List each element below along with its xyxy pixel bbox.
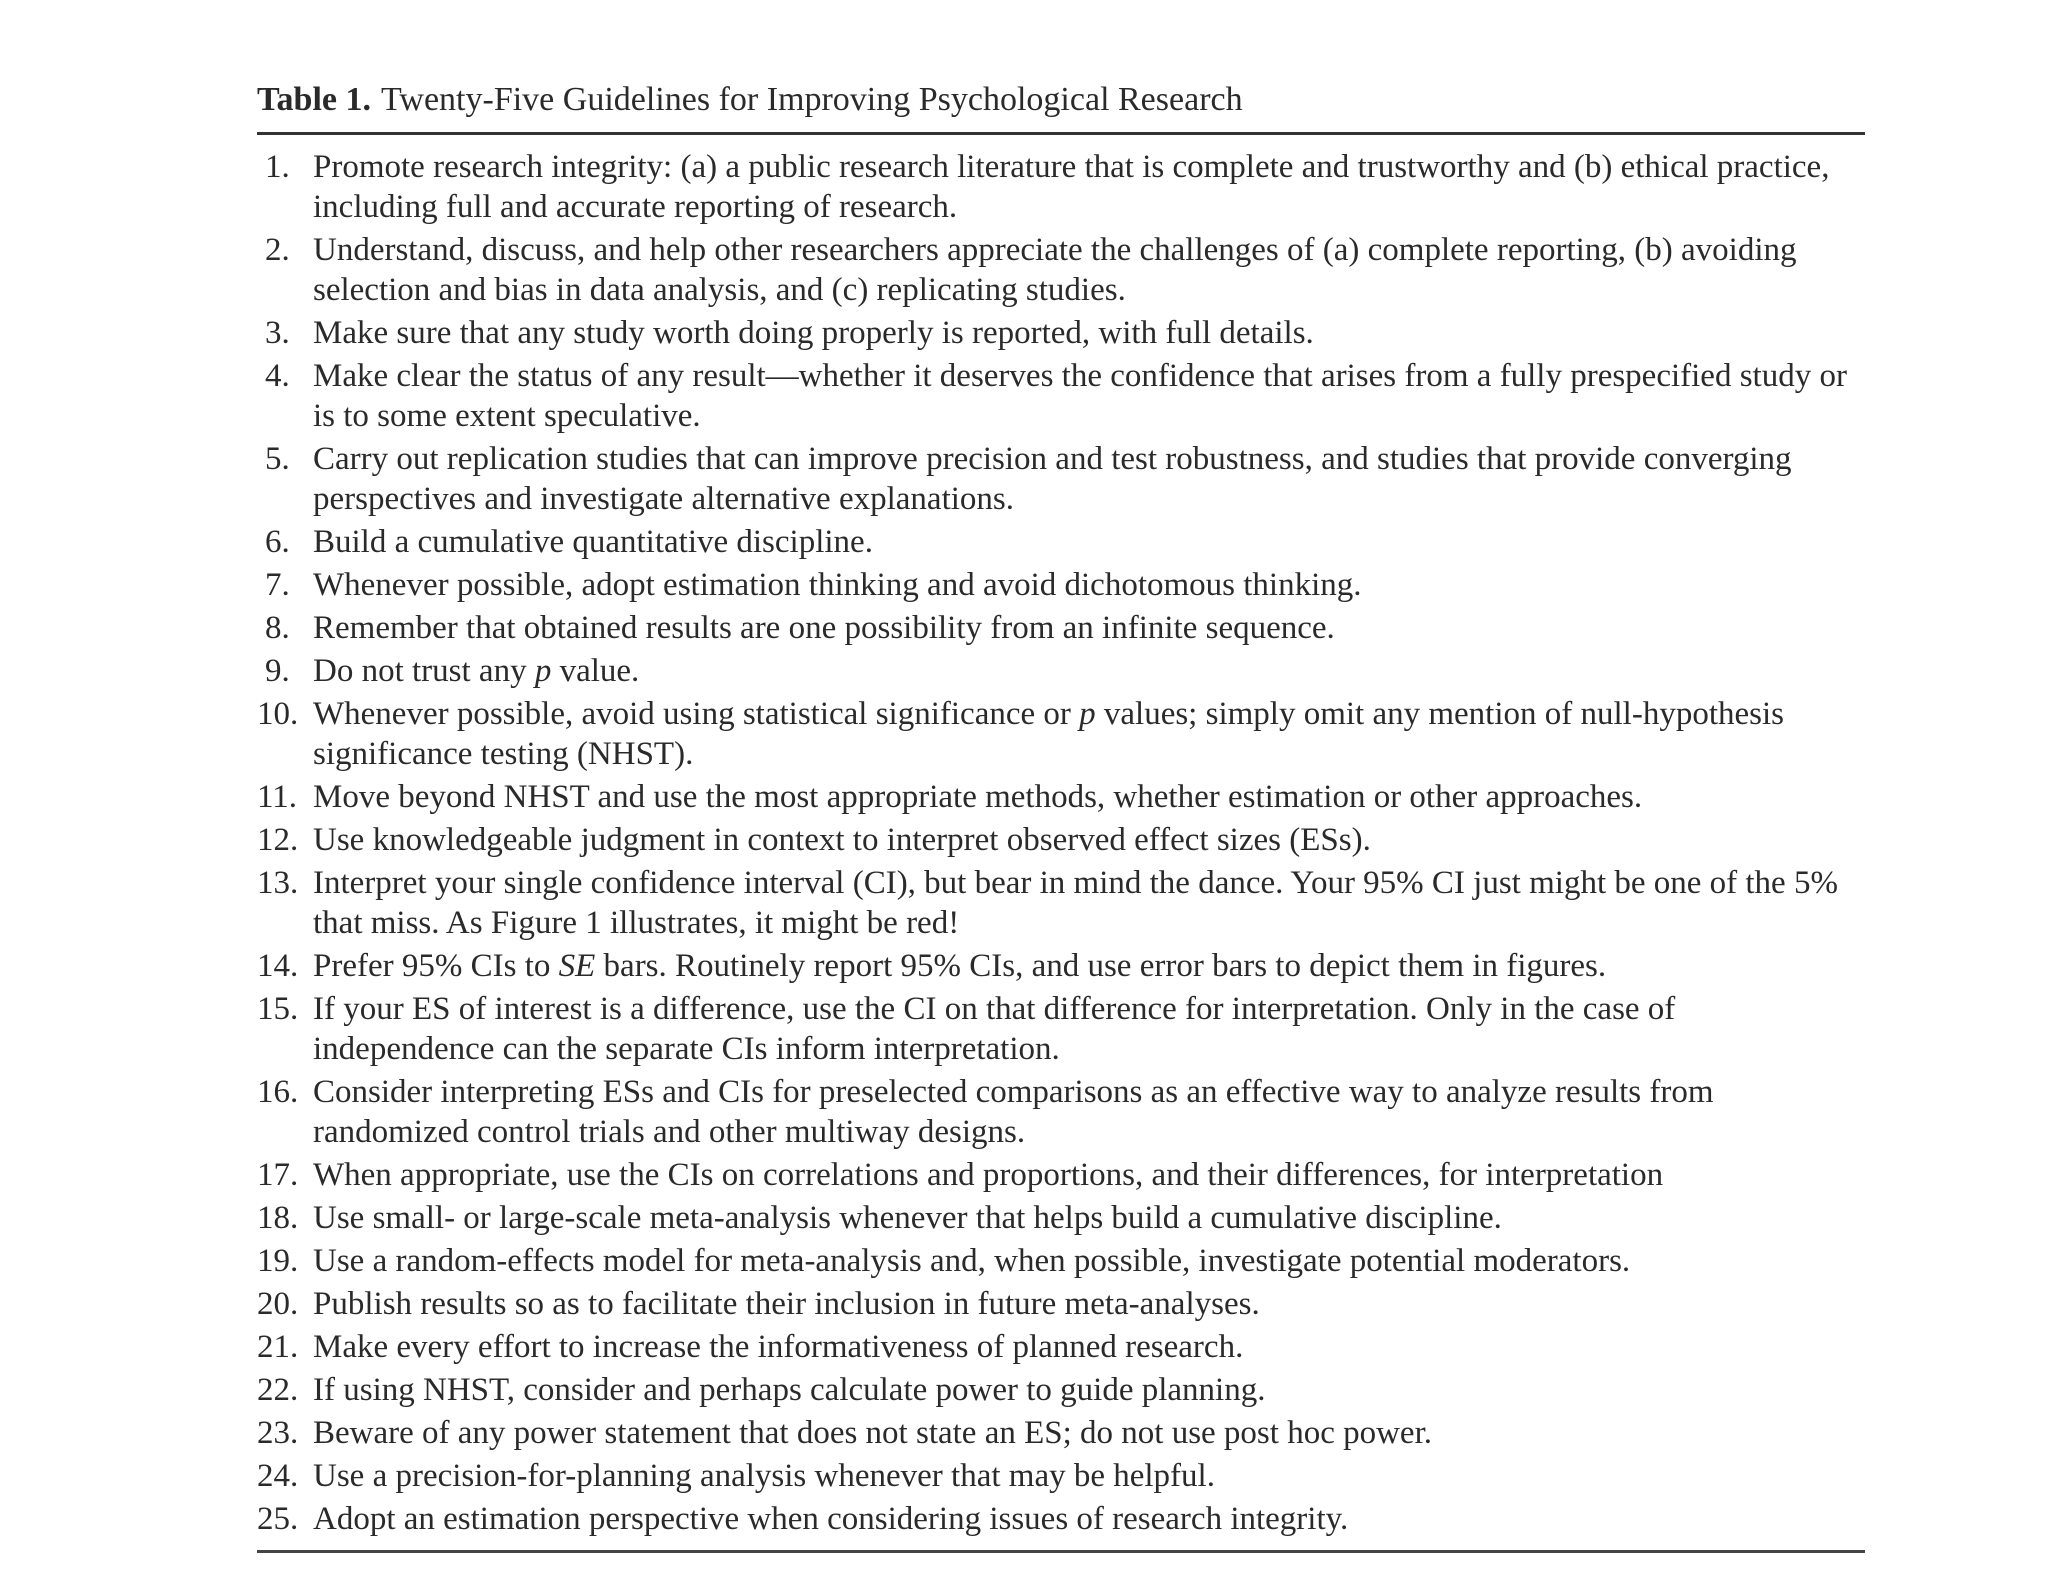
table-container [257, 76, 1865, 1553]
guideline-text: Remember that obtained results are one possibility from an infinite sequence. [313, 610, 1335, 646]
guideline-number: 7. [265, 567, 290, 603]
guideline-text: Publish results so as to facilitate their inclusion in future meta-analyses. [313, 1286, 1260, 1322]
guidelines-list [257, 135, 1865, 1550]
guideline-text: If using NHST, consider and perhaps calculate power to guide planning. [313, 1372, 1266, 1408]
guideline-number: 21. [257, 1329, 299, 1365]
guideline-text: If your ES of interest is a difference, use the CI on that difference for interpretation. Only in the case of independence can the separate CIs inform interpretation. [313, 991, 1676, 1067]
guideline-text: Prefer 95% CIs to SE bars. Routinely report 95% CIs, and use error bars to depict them in figures. [313, 948, 1607, 984]
guideline-number: 8. [265, 610, 290, 646]
guideline-number: 19. [257, 1243, 299, 1279]
guideline-number: 5. [265, 441, 290, 477]
guideline-text: Beware of any power statement that does not state an ES; do not use post hoc power. [313, 1415, 1432, 1451]
guideline-item [257, 1370, 1865, 1410]
guideline-text: When appropriate, use the CIs on correlations and proportions, and their differences, for interpretation [313, 1157, 1664, 1193]
guideline-number: 14. [257, 948, 299, 984]
guideline-item [257, 651, 1865, 691]
guideline-item [257, 1327, 1865, 1367]
guideline-text: Move beyond NHST and use the most appropriate methods, whether estimation or other approaches. [313, 779, 1643, 815]
guideline-item [257, 820, 1865, 860]
guideline-number: 11. [257, 779, 298, 815]
guideline-text: Use a precision-for-planning analysis whenever that may be helpful. [313, 1458, 1215, 1494]
guideline-text: Consider interpreting ESs and CIs for preselected comparisons as an effective way to analyze results from randomized control trials and other multiway designs. [313, 1074, 1714, 1150]
guideline-number: 18. [257, 1200, 299, 1236]
guideline-item [257, 1241, 1865, 1281]
guideline-number: 20. [257, 1286, 299, 1322]
table-caption [257, 76, 1865, 132]
guideline-number: 9. [265, 653, 290, 689]
bottom-rule [257, 1550, 1865, 1553]
guideline-number: 13. [257, 865, 299, 901]
table-label: Table 1. [257, 81, 372, 118]
guideline-item [257, 989, 1865, 1069]
guideline-number: 15. [257, 991, 299, 1027]
guideline-number: 23. [257, 1415, 299, 1451]
guideline-text: Whenever possible, avoid using statistical significance or p values; simply omit any mention of null-hypothesis significance testing (NHST). [313, 696, 1784, 772]
guideline-text: Use small- or large-scale meta-analysis whenever that helps build a cumulative discipline. [313, 1200, 1502, 1236]
guideline-item [257, 1413, 1865, 1453]
guideline-number: 2. [265, 232, 290, 268]
guideline-text: Adopt an estimation perspective when considering issues of research integrity. [313, 1501, 1349, 1537]
guideline-item [257, 608, 1865, 648]
guideline-text: Build a cumulative quantitative discipline. [313, 524, 873, 560]
guideline-item [257, 1499, 1865, 1539]
guideline-text: Understand, discuss, and help other researchers appreciate the challenges of (a) complete reporting, (b) avoiding selection and bias in data analysis, and (c) replicating studies. [313, 232, 1797, 308]
guideline-item [257, 356, 1865, 436]
guideline-item [257, 439, 1865, 519]
guideline-text: Make sure that any study worth doing properly is reported, with full details. [313, 315, 1314, 351]
guideline-text: Carry out replication studies that can improve precision and test robustness, and studies that provide converging perspectives and investigate alternative explanations. [313, 441, 1792, 517]
guideline-item [257, 1456, 1865, 1496]
guideline-item [257, 1198, 1865, 1238]
guideline-number: 1. [265, 149, 290, 185]
guideline-item [257, 1155, 1865, 1195]
guideline-number: 24. [257, 1458, 299, 1494]
guideline-item [257, 777, 1865, 817]
guideline-item [257, 147, 1865, 227]
guideline-text: Interpret your single confidence interval (CI), but bear in mind the dance. Your 95% CI just might be one of the 5% that miss. As Figure 1 illustrates, it might be red! [313, 865, 1838, 941]
guideline-item [257, 1072, 1865, 1152]
guideline-number: 12. [257, 822, 299, 858]
guideline-number: 16. [257, 1074, 299, 1110]
guideline-text: Do not trust any p value. [313, 653, 640, 689]
guideline-number: 25. [257, 1501, 299, 1537]
guideline-number: 17. [257, 1157, 299, 1193]
guideline-item [257, 1284, 1865, 1324]
guideline-item [257, 230, 1865, 310]
guideline-text: Make every effort to increase the informativeness of planned research. [313, 1329, 1244, 1365]
guideline-item [257, 694, 1865, 774]
guideline-item [257, 565, 1865, 605]
guideline-number: 10. [257, 696, 299, 732]
guideline-item [257, 863, 1865, 943]
guideline-number: 6. [265, 524, 290, 560]
guideline-number: 4. [265, 358, 290, 394]
table-title: Twenty-Five Guidelines for Improving Psychological Research [381, 81, 1243, 118]
guideline-text: Whenever possible, adopt estimation thinking and avoid dichotomous thinking. [313, 567, 1362, 603]
guideline-text: Use knowledgeable judgment in context to interpret observed effect sizes (ESs). [313, 822, 1371, 858]
guideline-text: Use a random-effects model for meta-analysis and, when possible, investigate potential moderators. [313, 1243, 1631, 1279]
guideline-item [257, 313, 1865, 353]
guideline-number: 3. [265, 315, 290, 351]
guideline-text: Make clear the status of any result—whether it deserves the confidence that arises from a fully prespecified study or is to some extent speculative. [313, 358, 1847, 434]
guideline-item [257, 946, 1865, 986]
guideline-number: 22. [257, 1372, 299, 1408]
guideline-item [257, 522, 1865, 562]
guideline-text: Promote research integrity: (a) a public research literature that is complete and trustworthy and (b) ethical practice, including full and accurate reporting of research. [313, 149, 1830, 225]
